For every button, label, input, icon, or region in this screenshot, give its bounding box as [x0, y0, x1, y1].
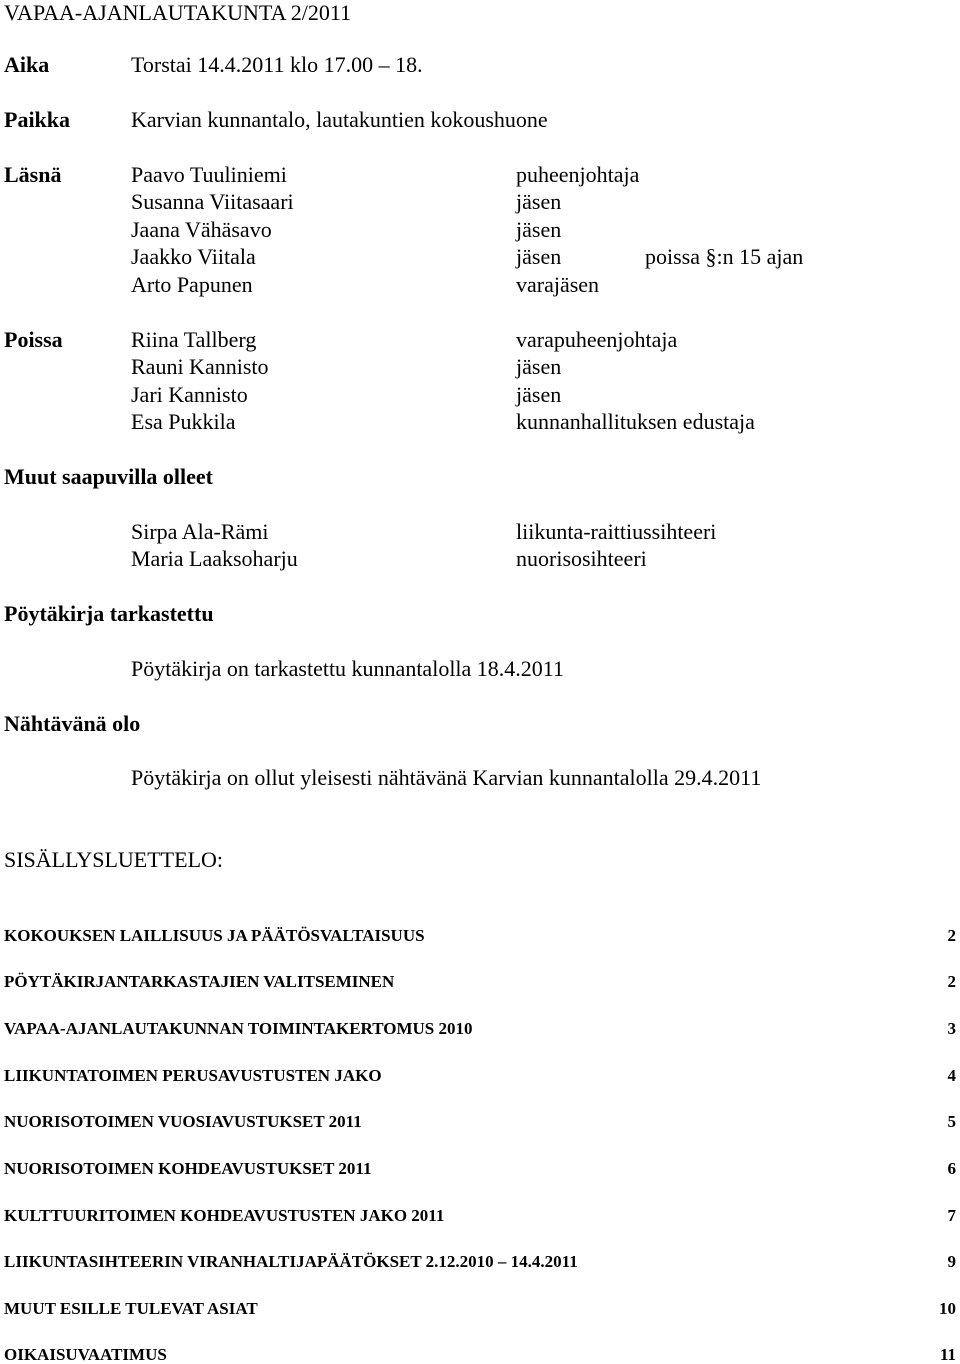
attendee-role: varajäsen — [516, 272, 600, 297]
absentee-name: Rauni Kannisto — [131, 354, 269, 379]
muut-label: Muut saapuvilla olleet — [4, 464, 214, 489]
absentee-name: Jari Kannisto — [131, 382, 248, 407]
toc-item-page: 3 — [947, 1019, 956, 1038]
toc-item-title: KULTTUURITOIMEN KOHDEAVUSTUSTEN JAKO 2011 — [4, 1206, 445, 1225]
attendee-name: Susanna Viitasaari — [131, 189, 294, 214]
paikka-label: Paikka — [4, 107, 71, 132]
toc-item-page: 2 — [947, 972, 956, 991]
tarkastettu-label: Pöytäkirja tarkastettu — [4, 601, 214, 626]
absentee-name: Riina Tallberg — [131, 327, 257, 352]
absentee-role: kunnanhallituksen edustaja — [516, 409, 755, 434]
attendee-role: jäsen — [516, 244, 562, 269]
poissa-label: Poissa — [4, 327, 63, 352]
document-title: VAPAA-AJANLAUTAKUNTA 2/2011 — [4, 0, 352, 25]
toc-item-page: 4 — [947, 1066, 956, 1085]
toc-item-page: 6 — [947, 1159, 956, 1178]
paikka-value: Karvian kunnantalo, lautakuntien kokoushuone — [131, 107, 548, 132]
toc-item-page: 10 — [939, 1299, 956, 1318]
attendee-note: poissa §:n 15 ajan — [645, 244, 804, 269]
absentee-role: varapuheenjohtaja — [516, 327, 678, 352]
toc-heading: SISÄLLYSLUETTELO: — [4, 847, 224, 872]
attendee-role: puheenjohtaja — [516, 162, 640, 187]
other-attendee-role: nuorisosihteeri — [516, 546, 647, 571]
absentee-name: Esa Pukkila — [131, 409, 236, 434]
attendee-name: Arto Papunen — [131, 272, 253, 297]
absentee-role: jäsen — [516, 382, 562, 407]
aika-label: Aika — [4, 52, 50, 77]
attendee-name: Paavo Tuuliniemi — [131, 162, 287, 187]
toc-item-page: 2 — [947, 926, 956, 945]
toc-item-page: 9 — [947, 1252, 956, 1271]
toc-item-title: OIKAISUVAATIMUS — [4, 1345, 167, 1364]
other-attendee-name: Maria Laaksoharju — [131, 546, 298, 571]
attendee-name: Jaana Vähäsavo — [131, 217, 272, 242]
nahtavana-text: Pöytäkirja on ollut yleisesti nähtävänä Karvian kunnantalolla 29.4.2011 — [131, 765, 762, 790]
toc-item-title: KOKOUKSEN LAILLISUUS JA PÄÄTÖSVALTAISUUS — [4, 926, 425, 945]
toc-item-title: MUUT ESILLE TULEVAT ASIAT — [4, 1299, 258, 1318]
toc-item-title: LIIKUNTATOIMEN PERUSAVUSTUSTEN JAKO — [4, 1066, 382, 1085]
other-attendee-name: Sirpa Ala-Rämi — [131, 519, 269, 544]
aika-value: Torstai 14.4.2011 klo 17.00 – 18. — [131, 52, 423, 77]
toc-item-page: 7 — [947, 1206, 956, 1225]
tarkastettu-text: Pöytäkirja on tarkastettu kunnantalolla 18.4.2011 — [131, 656, 564, 681]
toc-item-title: LIIKUNTASIHTEERIN VIRANHALTIJAPÄÄTÖKSET 2.12.2010 – 14.4.2011 — [4, 1252, 578, 1271]
absentee-role: jäsen — [516, 354, 562, 379]
nahtavana-label: Nähtävänä olo — [4, 711, 141, 736]
toc-item-page: 5 — [947, 1112, 956, 1131]
toc-item-title: VAPAA-AJANLAUTAKUNNAN TOIMINTAKERTOMUS 2010 — [4, 1019, 473, 1038]
attendee-role: jäsen — [516, 189, 562, 214]
other-attendee-role: liikunta-raittiussihteeri — [516, 519, 717, 544]
attendee-name: Jaakko Viitala — [131, 244, 256, 269]
toc-item-title: NUORISOTOIMEN KOHDEAVUSTUKSET 2011 — [4, 1159, 372, 1178]
toc-item-title: PÖYTÄKIRJANTARKASTAJIEN VALITSEMINEN — [4, 972, 395, 991]
attendee-role: jäsen — [516, 217, 562, 242]
toc-item-page: 11 — [939, 1345, 956, 1364]
lasna-label: Läsnä — [4, 162, 62, 187]
toc-item-title: NUORISOTOIMEN VUOSIAVUSTUKSET 2011 — [4, 1112, 362, 1131]
